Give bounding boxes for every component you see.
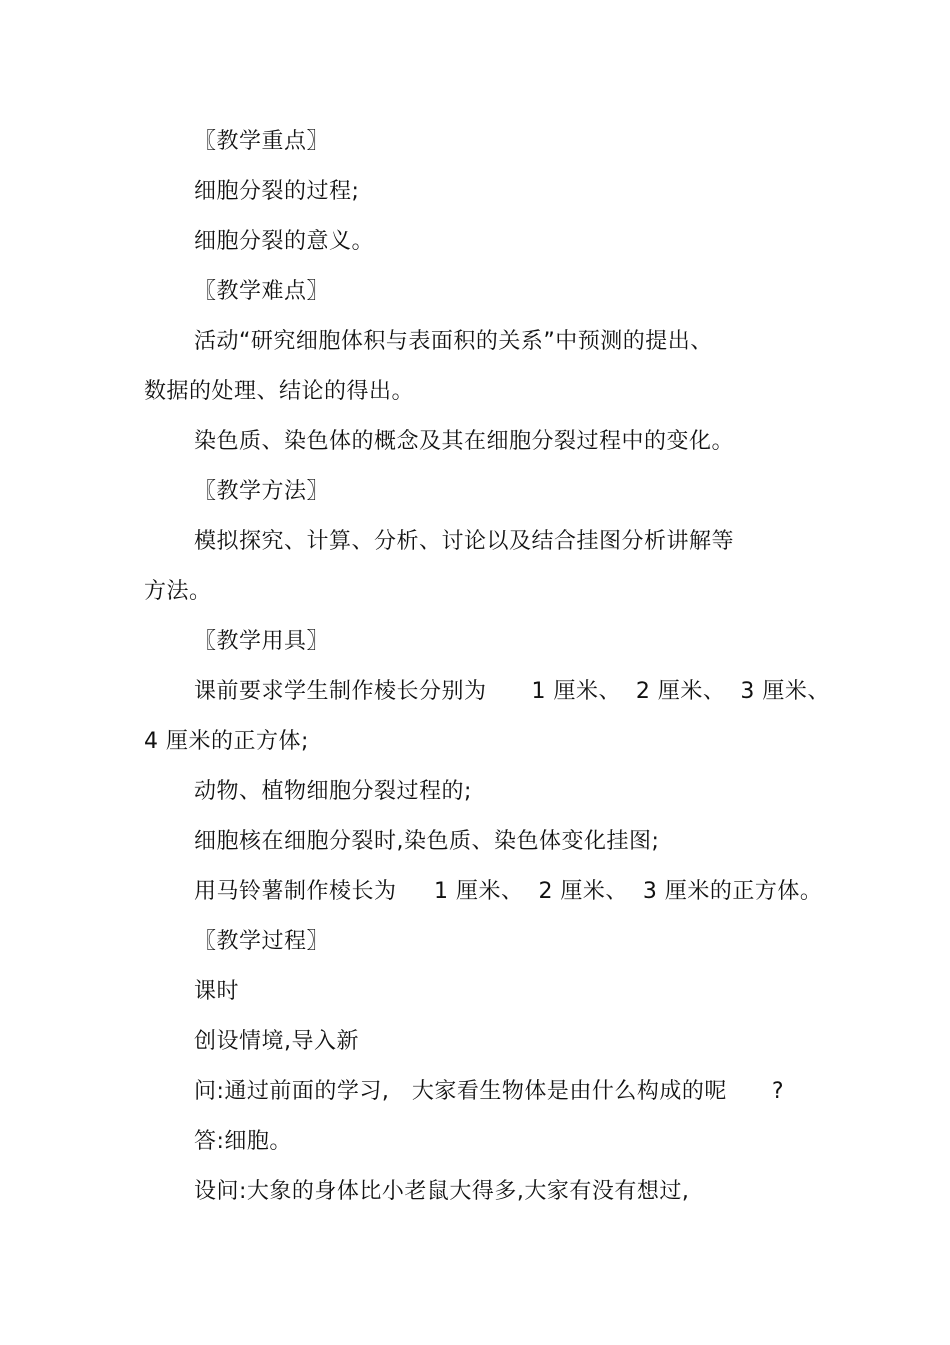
text-line: 数据的处理、结论的得出。 <box>144 379 415 404</box>
text-line: 课前要求学生制作棱长分别为 1 厘米、 2 厘米、 3 厘米、 <box>194 679 830 704</box>
text-line: 细胞分裂的意义。 <box>194 229 375 254</box>
text-line: 动物、植物细胞分裂过程的; <box>194 779 472 804</box>
heading-teaching-method: 〖教学方法〗 <box>194 479 330 504</box>
text-line: 细胞分裂的过程; <box>194 179 360 204</box>
text-line: 模拟探究、计算、分析、讨论以及结合挂图分析讲解等 <box>194 529 735 554</box>
text-line: 设问:大象的身体比小老鼠大得多,大家有没有想过, <box>194 1179 690 1204</box>
text-line: 答:细胞。 <box>194 1129 292 1154</box>
heading-teaching-focus: 〖教学重点〗 <box>194 129 330 154</box>
text-line: 活动“研究细胞体积与表面积的关系”中预测的提出、 <box>194 329 713 354</box>
text-line: 创设情境,导入新 <box>194 1029 359 1054</box>
text-line: 4 厘米的正方体; <box>144 729 309 754</box>
text-line: 染色质、染色体的概念及其在细胞分裂过程中的变化。 <box>194 429 735 454</box>
text-line: 细胞核在细胞分裂时,染色质、染色体变化挂图; <box>194 829 660 854</box>
text-line: 课时 <box>194 979 240 1004</box>
text-line: 用马铃薯制作棱长为 1 厘米、 2 厘米、 3 厘米的正方体。 <box>194 879 823 904</box>
heading-teaching-tools: 〖教学用具〗 <box>194 629 330 654</box>
heading-teaching-process: 〖教学过程〗 <box>194 929 330 954</box>
text-line: 方法。 <box>144 579 212 604</box>
heading-teaching-difficulty: 〖教学难点〗 <box>194 279 330 304</box>
text-line: 问:通过前面的学习, 大家看生物体是由什么构成的呢 ? <box>194 1079 785 1104</box>
